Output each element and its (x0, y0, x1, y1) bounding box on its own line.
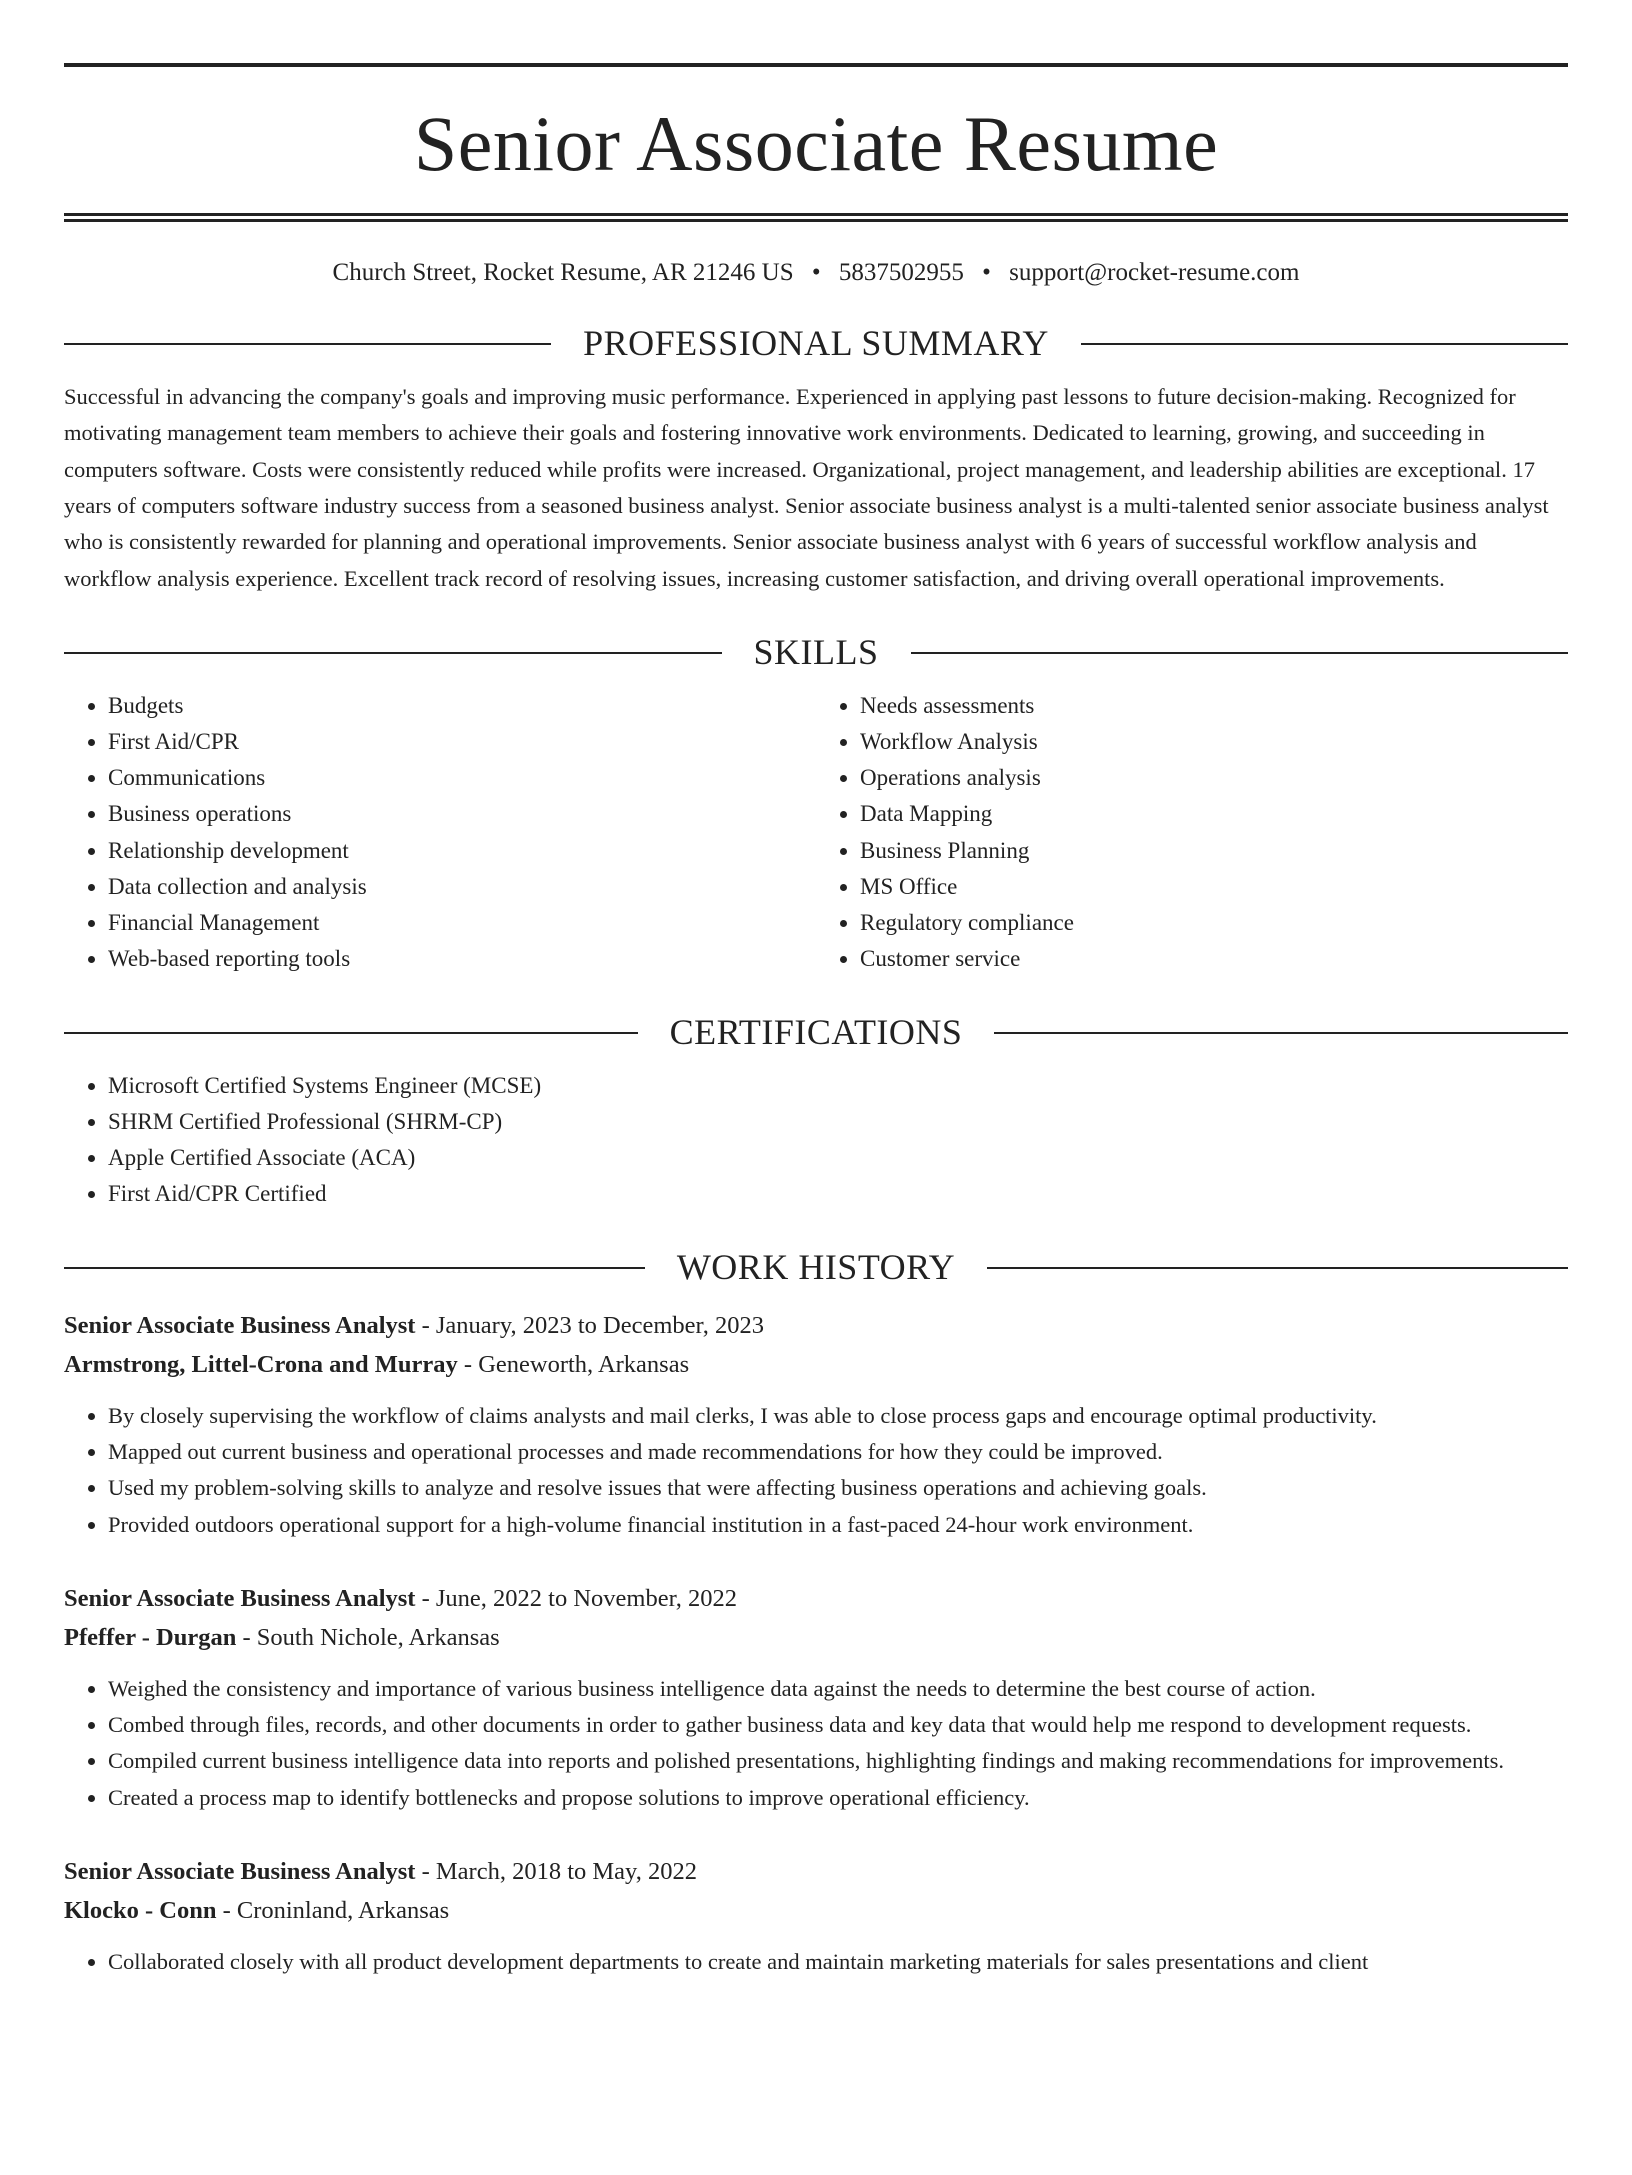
skill-item: • Data collection and analysis (108, 869, 816, 905)
job-title-line (64, 1579, 1568, 1618)
job-title-line (64, 1306, 1568, 1345)
job-company-line (64, 1891, 1568, 1930)
top-rule (64, 63, 1568, 67)
certification-item: • SHRM Certified Professional (SHRM-CP) (108, 1104, 1568, 1140)
job-dates: - January, 2023 to December, 2023 (415, 1311, 764, 1339)
job-dates: - March, 2018 to May, 2022 (415, 1858, 697, 1886)
certification-item: • Microsoft Certified Systems Engineer (MCSE) (108, 1068, 1568, 1104)
skill-item: • Customer service (860, 941, 1568, 977)
skill-item: • Business operations (108, 796, 816, 832)
section-rule (64, 652, 722, 654)
resume-title: Senior Associate Resume (413, 100, 1219, 187)
contact-line (64, 258, 1568, 288)
job-title-line (64, 1852, 1568, 1891)
section-rule (911, 652, 1569, 654)
job-dates: - June, 2022 to November, 2022 (415, 1584, 738, 1612)
job-bullet: • Created a process map to identify bottlenecks and propose solutions to improve operational efficiency. (108, 1780, 1568, 1816)
skill-item: • Operations analysis (860, 760, 1568, 796)
title-double-rule (64, 213, 1568, 222)
skill-item: • Needs assessments (860, 688, 1568, 724)
contact-address: Church Street, Rocket Resume, AR 21246 US (332, 259, 794, 286)
section-title-skills: SKILLS (753, 631, 879, 672)
contact-email: support@rocket-resume.com (1009, 259, 1300, 286)
job-bullet: • Used my problem-solving skills to analyze and resolve issues that were affecting business operations and achieving goals. (108, 1470, 1568, 1506)
section-rule (64, 1032, 638, 1034)
job-bullet: • Collaborated closely with all product development departments to create and maintain marketing materials for sales presentations and client (108, 1944, 1568, 1980)
section-header-work-history (64, 1246, 1568, 1289)
job-bullet: • By closely supervising the workflow of claims analysts and mail clerks, I was able to close process gaps and encourage optimal productivity. (108, 1398, 1568, 1434)
skill-item: • Financial Management (108, 905, 816, 941)
job-location: - South Nichole, Arkansas (236, 1623, 500, 1651)
section-rule (64, 343, 551, 345)
section-title-certifications: CERTIFICATIONS (669, 1011, 963, 1052)
skill-item: • First Aid/CPR (108, 724, 816, 760)
skill-item: • Web-based reporting tools (108, 941, 816, 977)
job-title: Senior Associate Business Analyst (64, 1858, 416, 1886)
skills-column-left (64, 688, 816, 977)
contact-separator: • (982, 259, 991, 286)
job-bullet: • Weighed the consistency and importance of various business intelligence data against the needs to determine the best course of action. (108, 1671, 1568, 1707)
section-header-skills (64, 631, 1568, 674)
job-company: Klocko - Conn (64, 1897, 217, 1925)
job-company: Pfeffer - Durgan (64, 1623, 237, 1651)
section-rule (994, 1032, 1568, 1034)
certification-item: • Apple Certified Associate (ACA) (108, 1140, 1568, 1176)
skill-item: • Communications (108, 760, 816, 796)
job-location: - Croninland, Arkansas (216, 1897, 450, 1925)
job-company-line (64, 1618, 1568, 1657)
job-title: Senior Associate Business Analyst (64, 1311, 416, 1339)
certifications-list (64, 1068, 1568, 1212)
section-title-summary: PROFESSIONAL SUMMARY (583, 323, 1049, 363)
resume-page (0, 63, 1632, 2175)
contact-phone: 5837502955 (838, 259, 964, 286)
job-bullet: • Compiled current business intelligence data into reports and polished presentations, highlighting findings and making recommendations for improvements. (108, 1743, 1568, 1779)
skills-list (64, 688, 1568, 977)
job-entry (64, 1852, 1568, 1980)
skill-item: • Workflow Analysis (860, 724, 1568, 760)
skill-item: • Relationship development (108, 833, 816, 869)
job-bullet: • Combed through files, records, and other documents in order to gather business data and key data that would help me respond to development requests. (108, 1707, 1568, 1743)
summary-text: Successful in advancing the company's goals and improving music performance. Experienced in applying past lessons to future decision-making. Recognized for motivating management team members to achieve their goals and fostering innovative work environments. Dedicated to learning, growing, and succeeding in computers software. Costs were consistently reduced while profits were increased. Organizational, project management, and leadership abilities are exceptional. 17 years of computers software industry success from a seasoned business analyst. Senior associate business analyst is a multi-talented senior associate business analyst who is consistently rewarded for planning and operational improvements. Senior associate business analyst with 6 years of successful workflow analysis and workflow analysis experience. Excellent track record of resolving issues, increasing customer satisfaction, and driving overall operational improvements. (64, 384, 1549, 591)
skill-item: • Budgets (108, 688, 816, 724)
section-title-work-history: WORK HISTORY (676, 1247, 956, 1288)
job-bullet: • Provided outdoors operational support for a high-volume financial institution in a fast-paced 24-hour work environment. (108, 1507, 1568, 1543)
job-company: Armstrong, Littel-Crona and Murray (64, 1350, 458, 1378)
skill-item: • Business Planning (860, 833, 1568, 869)
skill-item: • MS Office (860, 869, 1568, 905)
job-bullets (64, 1944, 1568, 1980)
contact-separator: • (811, 259, 821, 286)
section-rule (1081, 343, 1568, 345)
section-rule (64, 1267, 645, 1269)
job-bullet: • Mapped out current business and operational processes and made recommendations for how they could be improved. (108, 1434, 1568, 1470)
job-entry (64, 1306, 1568, 1543)
job-entry (64, 1579, 1568, 1816)
skill-item: • Regulatory compliance (860, 905, 1568, 941)
section-header-summary (64, 322, 1568, 365)
certification-item: • First Aid/CPR Certified (108, 1176, 1568, 1212)
job-company-line (64, 1345, 1568, 1384)
job-location: - Geneworth, Arkansas (457, 1350, 690, 1378)
job-bullets (64, 1398, 1568, 1543)
skill-item: • Data Mapping (860, 796, 1568, 832)
section-header-certifications (64, 1011, 1568, 1054)
job-bullets (64, 1671, 1568, 1816)
job-title: Senior Associate Business Analyst (64, 1584, 416, 1612)
skills-column-right (816, 688, 1568, 977)
section-rule (987, 1267, 1568, 1269)
